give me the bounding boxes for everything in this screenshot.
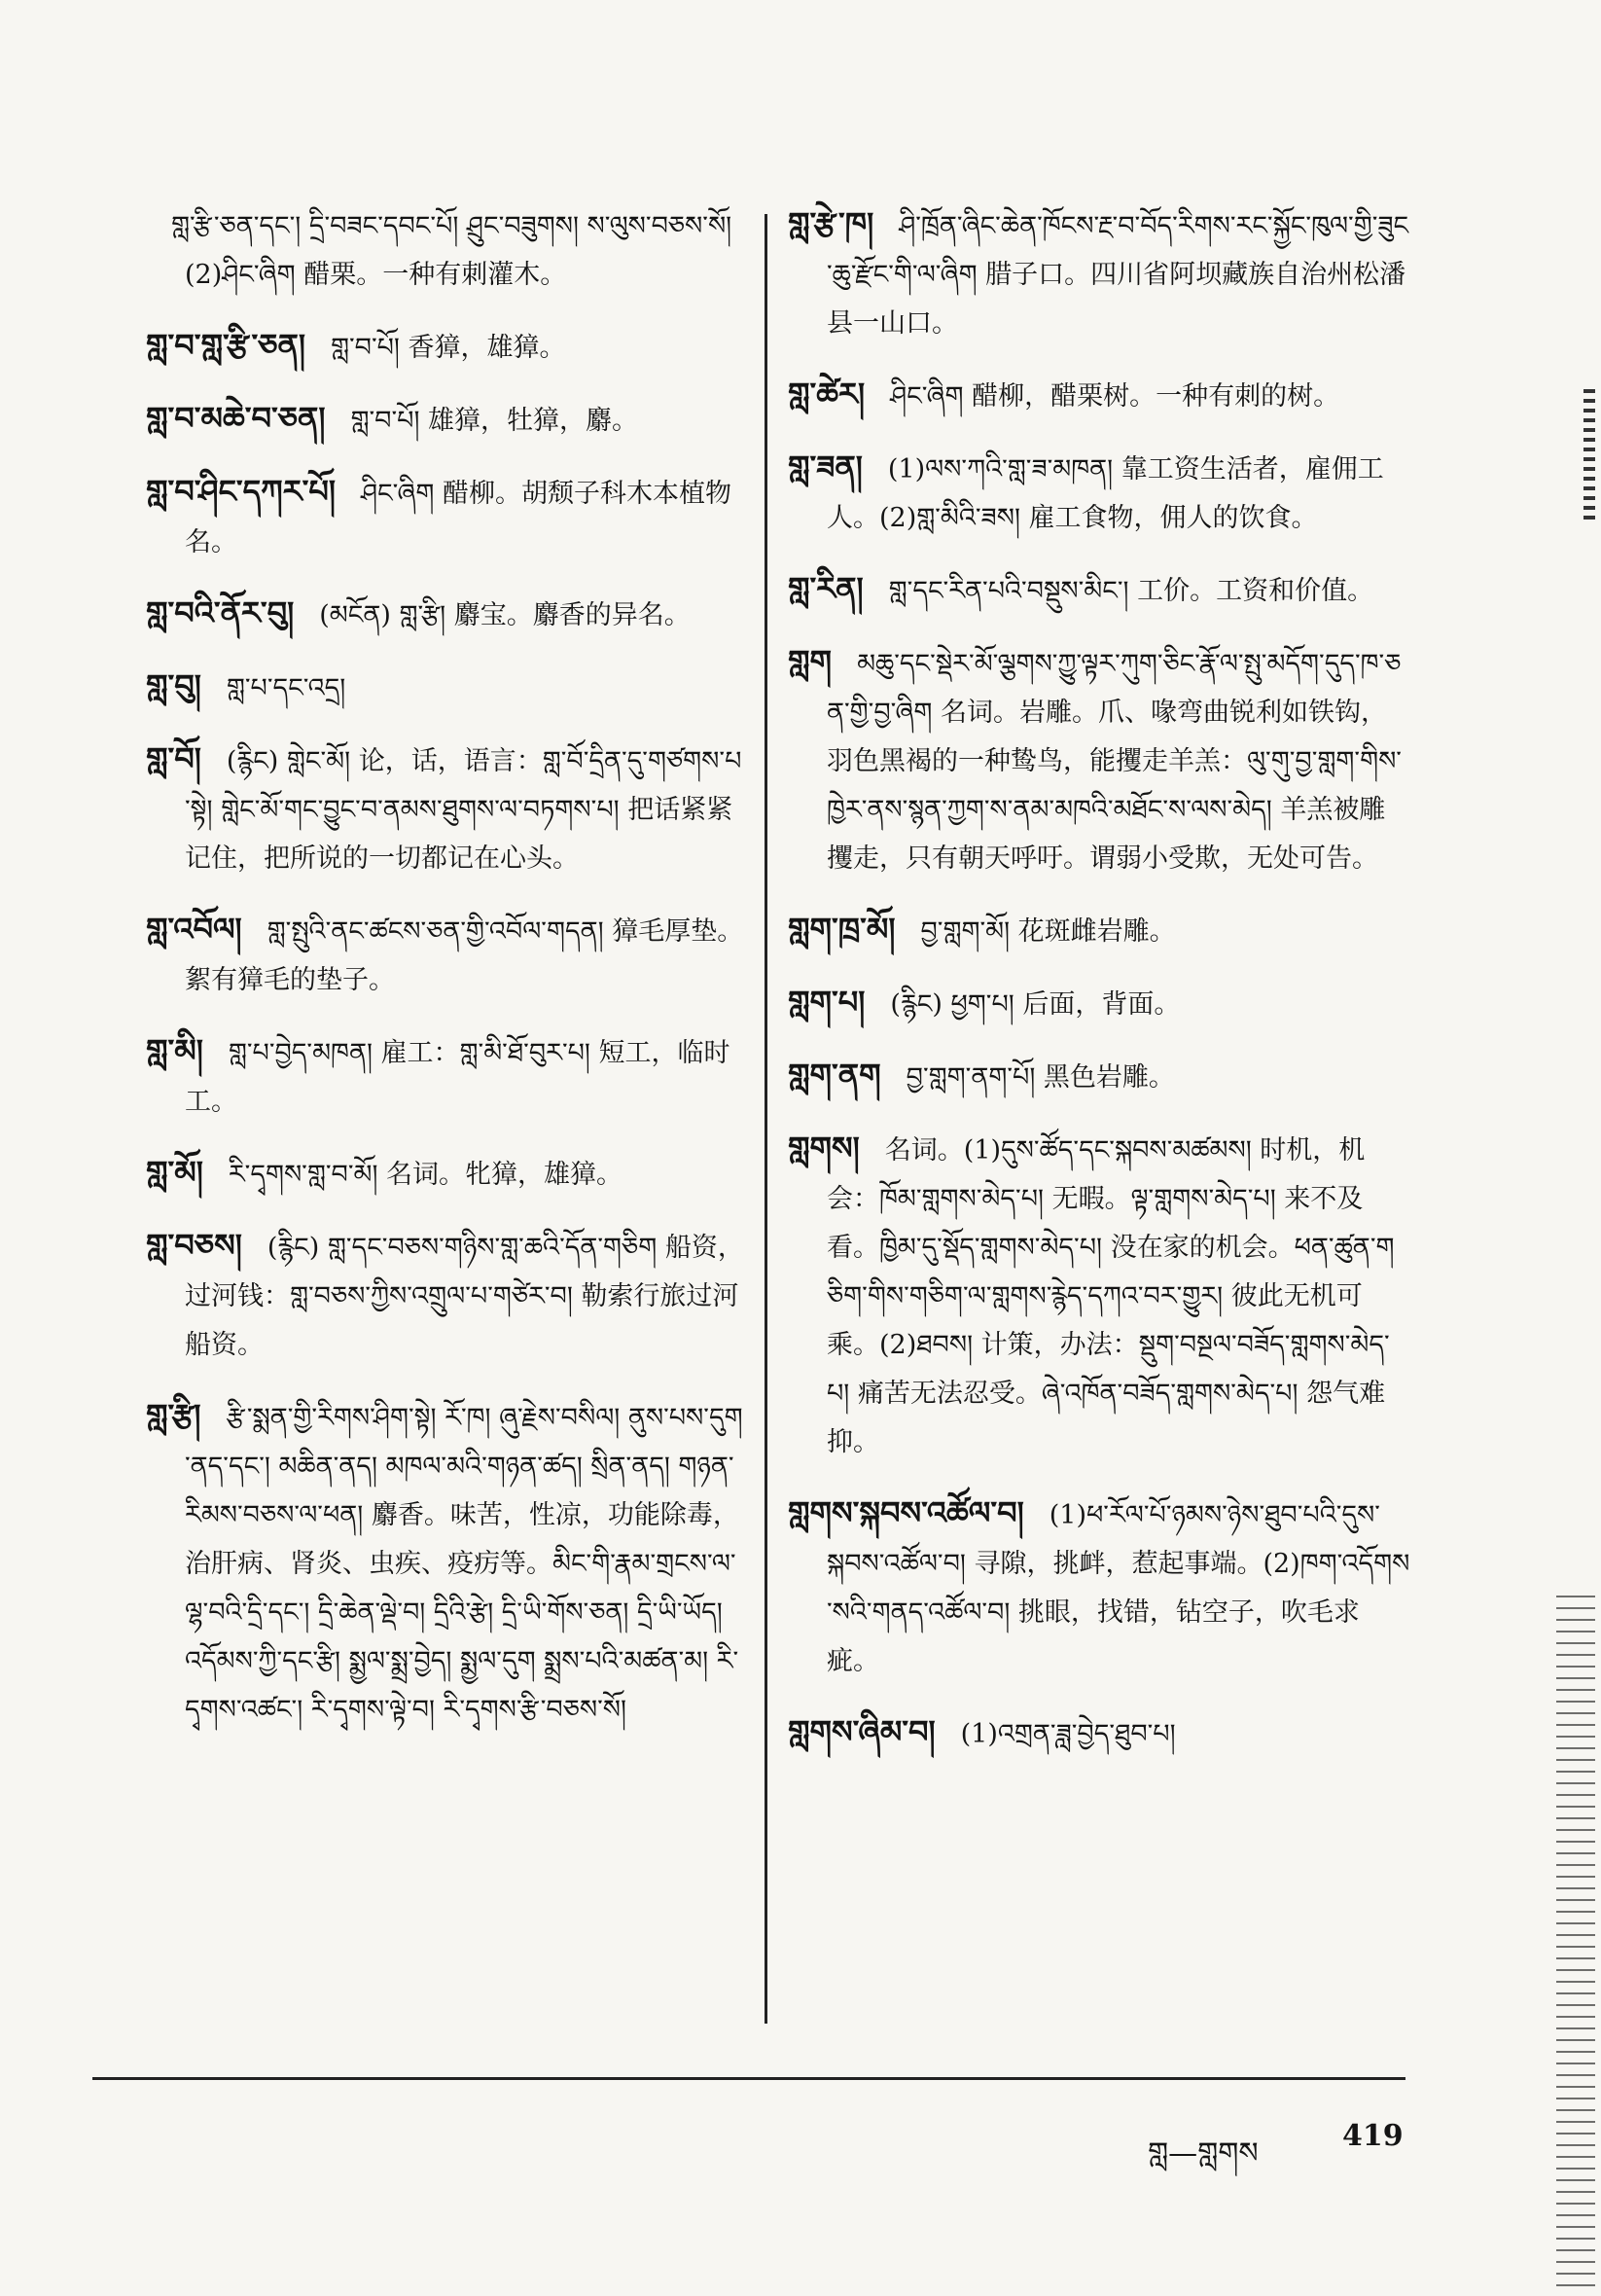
entry-headword: གླག་པ། [788, 984, 866, 1021]
dictionary-entry [146, 1391, 744, 1735]
entry-definition: གླ་བ་པོ། 雄獐，牡獐，麝。 [350, 406, 639, 436]
entry-headword: གླ་བ་གླ་རྩི་ཅན། [146, 327, 305, 364]
dictionary-entry [788, 199, 1410, 348]
right-column [788, 199, 1410, 1780]
entry-definition: (1)འགྲན་ཟླ་བྱེད་ཐུབ་པ། [960, 1719, 1176, 1749]
dictionary-entry [146, 905, 744, 1005]
entry-definition: གླ་པ་དང་འདྲ། [226, 673, 346, 703]
entry-headword: གླ་ཟན། [788, 448, 863, 485]
entry-headword: གླ་འབོལ། [146, 911, 242, 948]
entry-definition: ཤི་ཁྲོན་ཞིང་ཆེན་ཁོངས་རྔ་བ་བོད་རིགས་རང་སྐྱོང་ཁུལ་གྱི་ཟུང་ཆུ་རྫོང་གི་ལ་ཞིག 腊子口。四川省阿坝藏族自治州松潘县一山口。 [827, 211, 1409, 339]
entry-definition: གླ་རྩི་ཅན་དང་། དྲི་བཟང་དབང་པོ། ཤྲུང་བཟུགས། ས་ལུས་བཅས་སོ། (2)ཤིང་ཞིག 醋栗。一种有刺灌木。 [171, 211, 732, 290]
dictionary-entry [788, 564, 1410, 616]
dictionary-entry [788, 443, 1410, 543]
entry-definition: (1)ཕ་རོལ་པོ་ཉམས་ཉེས་ཐུབ་པའི་དུས་སྐབས་འཚོལ་བ། 寻隙，挑衅，惹起事端。(2)ཁག་འདོགས་སའི་གནད་འཚོལ་བ། 挑眼，找错，钻空子，吹毛求疵。 [827, 1500, 1410, 1676]
dictionary-entry [788, 1707, 1410, 1759]
entry-headword: གླ་བའི་ནོར་བུ། [146, 594, 295, 631]
entry-headword: གླག [788, 643, 833, 680]
dictionary-entry [788, 1124, 1410, 1467]
entry-definition: རི་དྭགས་གླ་བ་མོ། 名词。牝獐，雄獐。 [228, 1160, 623, 1190]
entry-definition: གླ་པ་བྱེད་མཁན། 雇工：གླ་མི་ཐོ་བུར་པ། 短工，临时工。 [185, 1038, 730, 1117]
dictionary-entry [788, 370, 1410, 421]
entry-definition: གླ་བ་པོ། 香獐，雄獐。 [330, 333, 566, 363]
entry-headword: གླ་བ་མཆེ་བ་ཅན། [146, 400, 326, 437]
entry-definition: ཤིང་ཞིག 醋柳。胡颓子科木本植物名。 [185, 479, 731, 557]
entry-headword: གླ་མོ། [146, 1154, 203, 1191]
dictionary-entry [146, 321, 744, 373]
dictionary-entry [788, 637, 1410, 883]
dictionary-entry [146, 735, 744, 883]
entry-headword: གླ་རིན། [788, 570, 864, 607]
entry-headword: གླ་རྩེ་ཁ། [788, 205, 874, 242]
dictionary-entry [788, 978, 1410, 1029]
dictionary-entry [146, 394, 744, 446]
margin-mark [1556, 1596, 1595, 2296]
entry-definition: (རྙིང) ཕྱག་པ། 后面，背面。 [890, 989, 1181, 1020]
entry-definition: གླ་སྤུའི་ནང་ཚངས་ཅན་གྱི་འབོལ་གདན། 獐毛厚垫。絮有獐毛的垫子。 [185, 916, 744, 995]
dictionary-entry [146, 1221, 744, 1370]
entry-headword: གླག་ཁྲ་མོ། [788, 911, 896, 948]
entry-headword: གླ་མི། [146, 1032, 203, 1069]
entry-headword: གླགས་སྐབས་འཚོལ་བ། [788, 1494, 1024, 1531]
entry-definition: (1)ལས་ཀའི་གླ་ཟ་མཁན། 靠工资生活者，雇佣工人。(2)གླ་མིའི་ཟས། 雇工食物，佣人的饮食。 [827, 454, 1384, 533]
entry-definition: ཤིང་ཞིག 醋柳，醋栗树。一种有刺的树。 [890, 381, 1340, 412]
entry-headword: གླག་ནག [788, 1057, 881, 1094]
entry-definition: 名词。(1)དུས་ཚོད་དང་སྐབས་མཚམས། 时机，机会：ཁོམ་གླགས་མེད་པ། 无暇。ལྟ་གླགས་མེད་པ། 来不及看。ཁྱིམ་དུ་སྡོད་གླགས་མེད་པ། 没在家的机会。ཕན་ཚུན་གཅིག་གིས་གཅིག་ལ་གླགས་རྙེད་དཀའ་བར་གྱུར། 彼此无机可乘。(2)ཐབས། 计策，办法：སྡུག་བསྔལ་བཟོད་གླགས་མེད་པ། 痛苦无法忍受。ཞེ་འཁོན་བཟོད་གླགས་མེད་པ། 怨气难抑。 [827, 1135, 1395, 1457]
entry-headword: གླ་བོ། [146, 740, 201, 777]
page-number: 419 [1342, 2119, 1404, 2153]
entry-headword: གླ་བུ། [146, 667, 201, 704]
entry-definition: (མངོན) གླ་རྩི། 麝宝。麝香的异名。 [319, 600, 691, 630]
column-divider [765, 214, 767, 2024]
dictionary-entry [146, 199, 744, 300]
entry-definition: གླ་དང་རིན་པའི་བསྡུས་མིང་། 工价。工资和价值。 [888, 576, 1374, 606]
entry-definition: བྱ་གླག་མོ། 花斑雌岩雕。 [920, 916, 1176, 947]
dictionary-entry [788, 1489, 1410, 1686]
dictionary-entry [788, 1051, 1410, 1102]
entry-definition: མཆུ་དང་སྡེར་མོ་ལྕགས་ཀྱུ་ལྟར་ཀུག་ཅིང་རྣོ་ལ་སྤུ་མདོག་དུད་ཁ་ཅན་གྱི་བྱ་ཞིག 名词。岩雕。爪、喙弯曲锐利如铁钩，羽色黑褐的一种鸷鸟，能攫走羊羔：ལུ་གུ་བྱ་གླག་གིས་ཁྱེར་ནས་སྙན་ཀྱག་ས་ནམ་མཁའི་མཐོང་ས་ལས་མེད། 羊羔被雕攫走，只有朝天呼吁。谓弱小受欺，无处可告。 [827, 649, 1402, 874]
dictionary-entry [146, 1026, 744, 1127]
entry-headword: གླགས་ཞིམ་བ། [788, 1713, 936, 1750]
entry-definition: (རྙིང) གླ་དང་བཅས་གཉིས་གླ་ཆའི་དོན་གཅིག 船资，过河钱：གླ་བཅས་ཀྱིས་འགྲུལ་པ་གཙེར་བ། 勒索行旅过河船资。 [185, 1233, 744, 1360]
entry-definition: (རྙིང) གླེང་མོ། 论，话，语言：གླ་བོ་དྲིན་དུ་གཙགས་པ་སྟེ། གླེང་མོ་གང་བྱུང་བ་ནམས་ཐུགས་ལ་བཏགས་པ། 把话紧紧记住，把所说的一切都记在心头。 [185, 746, 742, 874]
entry-headword: གླགས། [788, 1130, 860, 1166]
dictionary-entry [146, 1148, 744, 1200]
dictionary-entry [146, 662, 744, 713]
entry-headword: གླ་ཚེར། [788, 376, 866, 413]
footer-rule [92, 2077, 1405, 2080]
entry-headword: གླ་བཅས། [146, 1227, 242, 1264]
dictionary-entry [788, 905, 1410, 956]
dictionary-entry [146, 589, 744, 640]
dictionary-entry [146, 467, 744, 567]
entry-headword: གླ་བ་ཤིང་དཀར་པོ། [146, 473, 336, 510]
running-head-range: གླ—གླགས [1148, 2136, 1259, 2170]
entry-definition: བྱ་གླག་ནག་པོ། 黑色岩雕。 [906, 1062, 1175, 1093]
margin-mark [1583, 389, 1595, 525]
entry-definition: རྩི་སྨན་གྱི་རིགས་ཤིག་སྟེ། རོ་ཁ། ཞུ་རྗེས་བསིལ། ནུས་པས་དུག་ནད་དང་། མཆིན་ནད། མཁལ་མའི་གཉན་ཚད། སྲིན་ནད། གཉན་རིམས་བཅས་ལ་ཕན། 麝香。味苦，性凉，功能除毒，治肝病、肾炎、虫疾、疫疠等。མིང་གི་རྣམ་གྲངས་ལ་ལྷ་བའི་དྲི་དང་། དྲི་ཆེན་ལྡེ་བ། དྲིའི་རྩེ། དྲི་ཡི་གོས་ཅན། དྲི་ཡི་ཡོད། འདོམས་ཀྱི་དང་རྩི། སྨྱལ་སྨྲ་བྱེད། སྨྱལ་དུག སྨྲས་པའི་མཚན་མ། རི་དྭགས་འཚང་། རི་དྭགས་ལྟེ་བ། རི་དྭགས་རྩི་བཅས་སོ། [185, 1403, 743, 1725]
left-column [146, 199, 744, 1756]
entry-headword: གླ་རྩི། [146, 1397, 201, 1434]
